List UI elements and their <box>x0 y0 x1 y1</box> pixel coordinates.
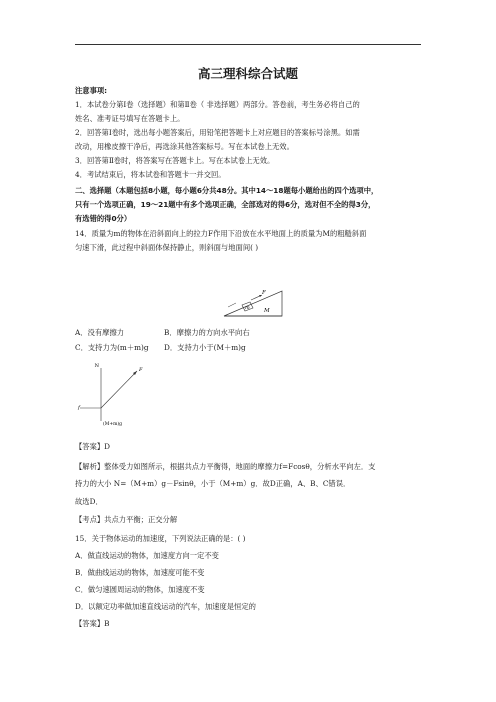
header-rule <box>75 44 421 45</box>
section-heading-line: 只有一个选项正确，19～21题中有多个选项正确，全部选对的得6分，选对但不全的得3分， <box>75 200 376 209</box>
section-heading-line: 有选错的得0分） <box>75 214 132 223</box>
option-a: A．没有摩擦力 <box>75 328 125 337</box>
q14-answer: 【答案】D <box>75 442 111 451</box>
friction-label: f <box>78 405 80 411</box>
section-heading-line: 二、选择题（本题包括8小题，每小题6分共48分。其中14～18题每小题给出的四个选项中， <box>75 186 379 195</box>
gravity-label: (M+m)g <box>103 422 123 427</box>
q14-stem: 14．质量为m的物体在沿斜面向上的拉力F作用下沿放在水平地面上的质量为M的粗糙斜面 <box>75 229 367 238</box>
notice-line: 姓名、准考证号填写在答题卡上。 <box>75 114 185 123</box>
incline-label: M <box>264 308 270 314</box>
q14-stem: 匀速下滑，此过程中斜面体保持静止，则斜面与地面间( ) <box>75 243 259 252</box>
q15-option: B．做曲线运动的物体，加速度可能不变 <box>75 568 205 577</box>
q15-option: A．做直线运动的物体，加速度方向一定不变 <box>75 551 219 560</box>
q15-stem: 15．关于物体运动的加速度，下列说法正确的是：( ) <box>75 534 246 543</box>
option-b: B．摩擦力的方向水平向右 <box>164 328 250 337</box>
notice-line: 3．回答第Ⅱ卷时，将答案写在答题卡上。写在本试卷上无效。 <box>75 156 275 165</box>
block-label: m <box>245 305 250 311</box>
option-c: C．支持力为(m＋m)g <box>75 343 149 352</box>
force-label: F <box>262 290 266 296</box>
notice-heading: 注意事项: <box>75 86 108 95</box>
notice-line: 1．本试卷分第Ⅰ卷（选择题）和第Ⅱ卷（ 非选择题）两部分。答卷前，考生务必将自己的 <box>75 100 360 109</box>
q14-analysis: 故选D． <box>75 497 103 506</box>
notice-line: 2．回答第Ⅰ卷时，选出每小题答案后，用铅笔把答题卡上对应题目的答案标号涂黑。如需 <box>75 128 360 137</box>
q15-option: D．以额定功率做加速直线运动的汽车，加速度是恒定的 <box>75 602 256 611</box>
page-title: 高三理科综合试题 <box>197 66 298 81</box>
normal-force-label: N <box>94 363 99 369</box>
q15-option: C．做匀速圆周运动的物体，加速度不变 <box>75 585 205 594</box>
pull-force-label: F <box>139 367 143 373</box>
incline-figure <box>222 285 284 319</box>
q14-analysis: 持力的大小 N=（M+m）g－Fsinθ，小于（M+m）g．故D正确，A、B、C错误． <box>75 479 351 488</box>
option-d: D．支持力小于(M＋m)g <box>164 343 246 352</box>
notice-line: 改动，用橡皮擦干净后，再选涂其他答案标号。写在本试卷上无效。 <box>75 142 294 151</box>
notice-line: 4．考试结束后，将本试卷和答题卡一并交回。 <box>75 170 226 179</box>
force-diagram <box>75 361 155 431</box>
q14-analysis: 【解析】整体受力如图所示，根据共点力平衡得，地面的摩擦力f=Fcosθ，分析水平向左．支 <box>75 462 376 471</box>
q14-point: 【考点】共点力平衡；正交分解 <box>75 515 178 524</box>
q15-answer: 【答案】B <box>75 619 110 628</box>
